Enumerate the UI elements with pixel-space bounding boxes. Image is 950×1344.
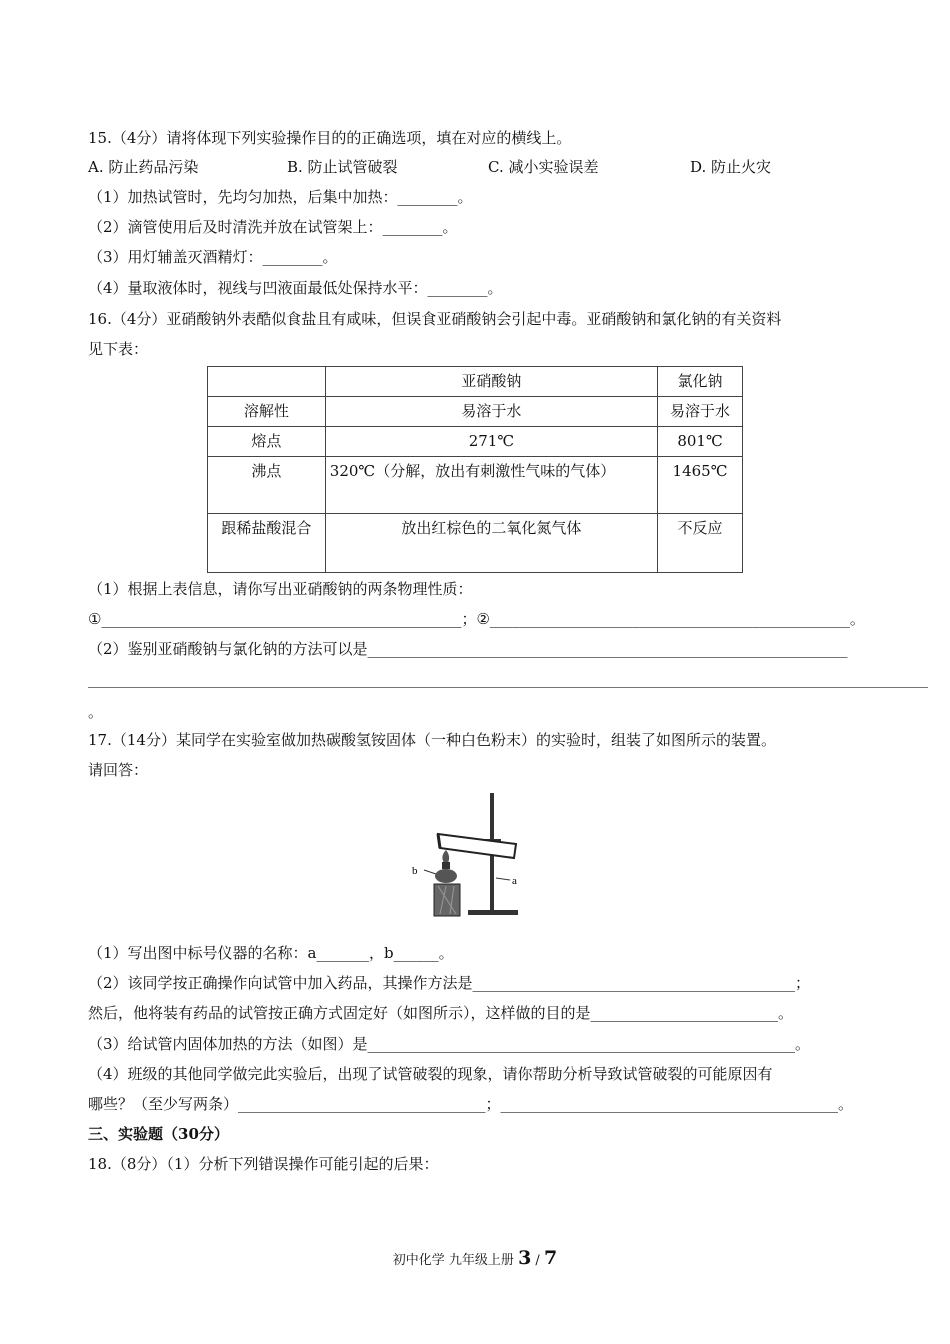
label-b: b xyxy=(412,865,418,877)
table-header-cell xyxy=(208,367,326,397)
table-cell: 320℃（分解，放出有刺激性气味的气体） xyxy=(325,457,657,514)
q16-sub1-blanks: ①________________________________________________；②________________________________________________。 xyxy=(88,610,865,628)
q17-title-line1: 17.（14分）某同学在实验室做加热碳酸氢铵固体（一种白色粉末）的实验时，组装了如图所示的装置。 xyxy=(88,731,776,749)
q17-item-2: （2）该同学按正确操作向试管中加入药品，其操作方法是___________________________________________； xyxy=(88,974,811,992)
table-cell: 放出红棕色的二氧化氮气体 xyxy=(325,514,657,573)
footer-separator: / xyxy=(531,1253,544,1268)
table-header-row xyxy=(208,367,743,397)
q15-item-3: （3）用灯辅盖灭酒精灯：________。 xyxy=(88,248,338,266)
q17-item-3: （3）给试管内固体加热的方法（如图）是_________________________________________________________。 xyxy=(88,1035,811,1053)
label-a: a xyxy=(512,875,517,887)
q15-item-1: （1）加热试管时，先均匀加热，后集中加热：________。 xyxy=(88,188,473,206)
alcohol-lamp xyxy=(435,869,457,883)
table-cell: 沸点 xyxy=(208,457,326,514)
table-row xyxy=(208,397,743,427)
q16-sub1: （1）根据上表信息，请你写出亚硝酸钠的两条物理性质： xyxy=(88,580,473,598)
table-cell: 易溶于水 xyxy=(658,397,743,427)
table-cell: 不反应 xyxy=(658,514,743,573)
q18-title: 18.（8分）（1）分析下列错误操作可能引起的后果： xyxy=(88,1155,439,1173)
table-header-cell: 氯化钠 xyxy=(658,367,743,397)
q15-option-b: B. 防止试管破裂 xyxy=(287,158,398,176)
table-header-cell: 亚硝酸钠 xyxy=(325,367,657,397)
q15-title: 15.（4分）请将体现下列实验操作目的的正确选项，填在对应的横线上。 xyxy=(88,129,572,147)
q16-title-line1: 16.（4分）亚硝酸钠外表酷似食盐且有咸味，但误食亚硝酸钠会引起中毒。亚硝酸钠和氯化钠的有关资料 xyxy=(88,310,782,328)
table-row xyxy=(208,457,743,514)
table-cell: 跟稀盐酸混合 xyxy=(208,514,326,573)
apparatus-figure xyxy=(410,788,535,923)
table-row xyxy=(208,514,743,573)
q17-title-line2: 请回答： xyxy=(88,761,149,779)
table-cell: 溶解性 xyxy=(208,397,326,427)
q16-sub2-end: 。 xyxy=(88,703,104,721)
table-row xyxy=(208,427,743,457)
footer-total-pages: 7 xyxy=(543,1247,558,1269)
test-tube xyxy=(438,834,516,858)
q16-title-line2: 见下表： xyxy=(88,340,149,358)
properties-table xyxy=(207,366,743,573)
section-heading: 三、实验题（30分） xyxy=(88,1125,229,1143)
q15-item-4: （4）量取液体时，视线与凹液面最低处保持水平：________。 xyxy=(88,279,503,297)
q15-item-2: （2）滴管使用后及时清洗并放在试管架上：________。 xyxy=(88,218,458,236)
footer-subject: 初中化学 九年级上册 xyxy=(392,1253,519,1268)
q17-item-1: （1）写出图中标号仪器的名称：a_______，b______。 xyxy=(88,944,454,962)
q17-item-4-cont: 哪些？（至少写两条）_________________________________；_____________________________________________。 xyxy=(88,1095,854,1113)
q15-option-a: A. 防止药品污染 xyxy=(88,158,199,176)
q15-option-d: D. 防止火灾 xyxy=(690,158,772,176)
q16-sub2-continuation: ________________________________________________________________________________________________________________ xyxy=(88,670,928,688)
table-cell: 1465℃ xyxy=(658,457,743,514)
table-cell: 易溶于水 xyxy=(325,397,657,427)
q17-item-2-cont: 然后，他将装有药品的试管按正确方式固定好（如图所示），这样做的目的是_________________________。 xyxy=(88,1004,794,1022)
table-cell: 801℃ xyxy=(658,427,743,457)
footer-page-number: 3 xyxy=(518,1247,532,1269)
q17-item-4: （4）班级的其他同学做完此实验后，出现了试管破裂的现象，请你帮助分析导致试管破裂的可能原因有 xyxy=(88,1065,773,1083)
page-footer xyxy=(0,1247,950,1269)
table-cell: 熔点 xyxy=(208,427,326,457)
table-cell: 271℃ xyxy=(325,427,657,457)
q15-option-c: C. 减小实验误差 xyxy=(488,158,599,176)
flame xyxy=(442,850,449,863)
q16-sub2: （2）鉴别亚硝酸钠与氯化钠的方法可以是________________________________________________________________ xyxy=(88,640,848,658)
